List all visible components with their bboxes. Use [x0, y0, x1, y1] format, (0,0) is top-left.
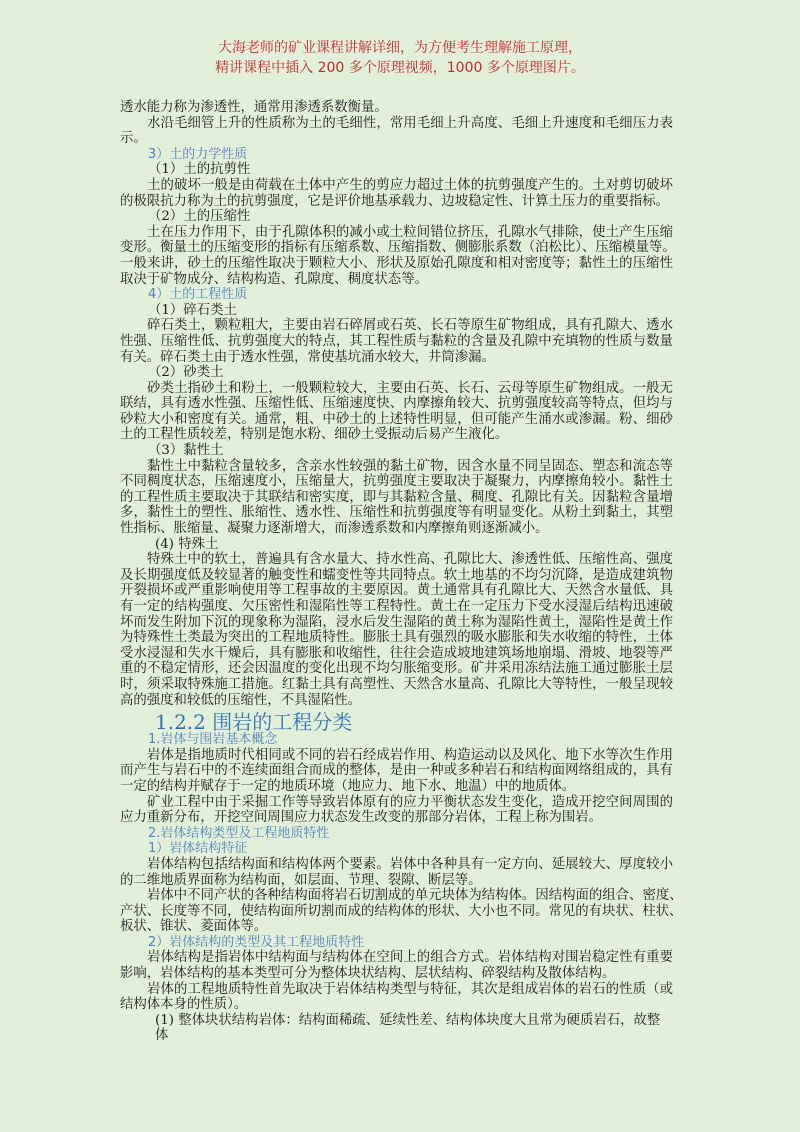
paragraph-line: 坏而发生附加下沉的现象称为湿陷，浸水后发生湿陷的黄土称为湿陷性黄土，湿陷性是黄土作	[120, 614, 673, 630]
paragraph-line: 的二维地质界面称为结构面，如层面、节理、裂隙、断层等。	[120, 872, 482, 888]
paragraph-line: 的极限抗力称为土的抗剪强度，它是评价地基承载力、边坡稳定性、计算土压力的重要指标。	[120, 193, 670, 209]
paragraph-line: 砂类土指砂土和粉土，一般颗粒较大，主要由石英、长石、云母等原生矿物组成。一般无	[147, 380, 673, 396]
paragraph-line: 示。	[120, 131, 147, 147]
subsection-heading: 1.岩体与围岩基本概念	[148, 732, 278, 748]
paragraph-line: 性指标、胀缩量、凝聚力逐渐增大，而渗透系数和内摩擦角则逐渐减小。	[120, 521, 549, 537]
paragraph-line: 土的破坏一般是由荷载在土体中产生的剪应力超过土体的抗剪强度产生的。土对剪切破坏	[147, 177, 673, 193]
item-heading: （2）砂类土	[148, 365, 224, 381]
paragraph-line: 受水浸湿和失水干燥后，具有膨胀和收缩性，往往会造成坡地建筑场地崩塌、滑坡、地裂等严	[120, 645, 673, 661]
item-heading: (1) 整体块状结构岩体：结构面稀疏、延续性差、结构体块度大且常为硬质岩石，故整体	[155, 1012, 661, 1044]
subsection-heading: 1）岩体结构特征	[148, 841, 248, 857]
paragraph	[120, 100, 673, 116]
paragraph	[120, 381, 673, 443]
paragraph-line: 矿业工程中由于采掘工作等导致岩体原有的应力平衡状态发生变化，造成开挖空间周围的	[147, 794, 673, 810]
document-body	[120, 100, 683, 1044]
promo-banner-line-2: 精讲课程中插入 200 多个原理视频，1000 多个原理图片。	[215, 60, 585, 76]
paragraph-line: 岩体结构是指岩体中结构面与结构体在空间上的组合方式。岩体结构对围岩稳定性有重要	[147, 950, 673, 966]
paragraph-line: 联结，具有透水性强、压缩性低、压缩速度快、内摩擦角较大、抗剪强度较高等特点，但均与	[120, 396, 673, 412]
paragraph-line: 砂粒大小和密度有关。通常，粗、中砂土的上述特性明显，但可能产生涌水或渗漏。粉、细砂	[120, 411, 673, 427]
paragraph-line: 特殊土中的软土，普遍具有含水量大、持水性高、孔隙比大、渗透性低、压缩性高、强度	[147, 552, 673, 568]
paragraph	[120, 888, 683, 935]
paragraph-line: 岩体是指地质时代相同或不同的岩石经成岩作用、构造运动以及风化、地下水等次生作用	[147, 747, 673, 763]
paragraph	[120, 178, 673, 209]
paragraph	[120, 318, 673, 365]
promo-banner-line-1: 大海老师的矿业课程讲解详细，为方便考生理解施工原理，	[218, 40, 582, 56]
paragraph-line: 取决于矿物成分、结构构造、孔隙度、稠度状态等。	[120, 271, 428, 287]
paragraph	[120, 459, 673, 537]
paragraph-line: 多，黏性土的塑性、胀缩性、透水性、压缩性和抗剪强度等有明显变化。从粉土到黏土，其塑	[120, 505, 673, 521]
paragraph-line: 岩体结构包括结构面和结构体两个要素。岩体中各种具有一定方向、延展较大、厚度较小	[147, 856, 673, 872]
paragraph-line: 为特殊性土类最为突出的工程地质特性。膨胀土具有强烈的吸水膨胀和失水收缩的特性，土体	[120, 630, 673, 646]
paragraph-line: 透水能力称为渗透性，通常用渗透系数衡量。	[120, 100, 388, 115]
section-heading: 1.2.2 围岩的工程分类	[155, 710, 353, 735]
item-heading: （1）碎石类土	[148, 302, 237, 318]
paragraph-line: 时，须采取特殊施工措施。红黏土具有高塑性、天然含水量高、孔隙比大等特性，一般呈现较	[120, 676, 673, 692]
paragraph-line: 板状、锥状、菱面体等。	[120, 919, 268, 935]
paragraph-line: 土的工程性质较差，特别是饱水粉、细砂土受振动后易产生液化。	[120, 427, 509, 443]
paragraph-line: 一定的结构并赋存于一定的地质环境（地应力、地下水、地温）中的地质体。	[120, 778, 576, 794]
paragraph-line: 应力重新分布，开挖空间周围应力状态发生改变的那部分岩体，工程上称为围岩。	[120, 810, 603, 826]
item-heading: （1）土的抗剪性	[148, 162, 251, 178]
promo-banner	[0, 38, 800, 78]
paragraph	[120, 795, 673, 826]
paragraph	[120, 950, 673, 981]
subsection-heading: 2）岩体结构的类型及其工程地质特性	[148, 934, 365, 950]
subsection-heading: 3）土的力学性质	[148, 146, 248, 162]
paragraph-line: 开裂损坏或严重影响使用等工程事故的主要原因。黄土通常具有孔隙比大、天然含水量低、具	[120, 583, 673, 599]
paragraph-line: 土在压力作用下，由于孔隙体积的减小或土粒间错位挤压，孔隙水气排除，使土产生压缩	[147, 224, 673, 240]
paragraph-line: 碎石类土，颗粒粗大，主要由岩石碎屑或石英、长石等原生矿物组成，具有孔隙大、透水	[147, 318, 673, 334]
paragraph-line: 而产生与岩石中的不连续面组合而成的整体，是由一种或多种岩石和结构面网络组成的，具有	[120, 763, 673, 779]
item-heading: （2）土的压缩性	[148, 209, 251, 225]
paragraph-line: 影响，岩体结构的基本类型可分为整体块状结构、层状结构、碎裂结构及散体结构。	[120, 966, 616, 982]
paragraph	[120, 116, 673, 147]
paragraph-line: 有一定的结构强度、欠压密性和湿陷性等工程特性。黄土在一定压力下受水浸湿后结构迅速破	[120, 599, 673, 614]
paragraph	[120, 982, 673, 1013]
paragraph-line: 及长期强度低及较显著的触变性和蠕变性等共同特点。软土地基的不均匀沉降，是造成建筑物	[120, 567, 673, 583]
paragraph-line: 黏性土中黏粒含量较多，含亲水性较强的黏土矿物，因含水量不同呈固态、塑态和流态等	[147, 458, 673, 474]
paragraph-line: 岩体的工程地质特性首先取决于岩体结构类型与特征，其次是组成岩体的岩石的性质（或	[147, 981, 673, 997]
paragraph-line: 高的强度和较低的压缩性，不具湿陷性。	[120, 692, 362, 708]
subsection-heading: 2.岩体结构类型及工程地质特性	[148, 825, 330, 841]
paragraph-line: 岩体中不同产状的各种结构面将岩石切割成的单元块体为结构体。因结构面的组合、密度、	[147, 888, 683, 904]
paragraph	[120, 224, 676, 287]
subsection-heading: 4）土的工程性质	[148, 287, 248, 303]
paragraph-line: 一般来讲，砂土的压缩性取决于颗粒大小、形状及原始孔隙度和相对密度等；黏性土的压缩性	[120, 255, 673, 271]
paragraph-line: 性强、压缩性低、抗剪强度大的特点，其工程性质与黏粒的含量及孔隙中充填物的性质与数量	[120, 333, 673, 349]
paragraph-line: 的工程性质主要取决于其联结和密实度，即与其黏粒含量、稠度、孔隙比有关。因黏粒含量增	[120, 489, 673, 505]
item-heading: （3）黏性土	[148, 443, 224, 459]
paragraph-line: 不同稠度状态，压缩速度小，压缩量大，抗剪强度主要取决于凝聚力，内摩擦角较小。黏性土	[120, 474, 673, 490]
paragraph-line: 有关。碎石类土由于透水性强，常使基坑涌水较大，井筒渗漏。	[120, 349, 495, 365]
paragraph	[120, 857, 673, 888]
paragraph-line: 产状、长度等不同，使结构面所切割而成的结构体的形状、大小也不同。常见的有块状、柱状、	[120, 903, 683, 919]
paragraph-line: 水沿毛细管上升的性质称为土的毛细性，常用毛细上升高度、毛细上升速度和毛细压力表	[147, 115, 673, 131]
paragraph	[120, 748, 673, 795]
paragraph-line: 变形。衡量土的压缩变形的指标有压缩系数、压缩指数、侧膨胀系数（泊松比）、压缩模量等。	[120, 240, 676, 256]
item-heading: (4) 特殊土	[155, 536, 219, 552]
paragraph-line: 结构体本身的性质）。	[120, 997, 248, 1013]
paragraph-line: 重的不稳定情形，还会因温度的变化出现不均匀胀缩变形。矿井采用冻结法施工通过膨胀土层	[120, 661, 673, 677]
paragraph	[120, 552, 673, 708]
